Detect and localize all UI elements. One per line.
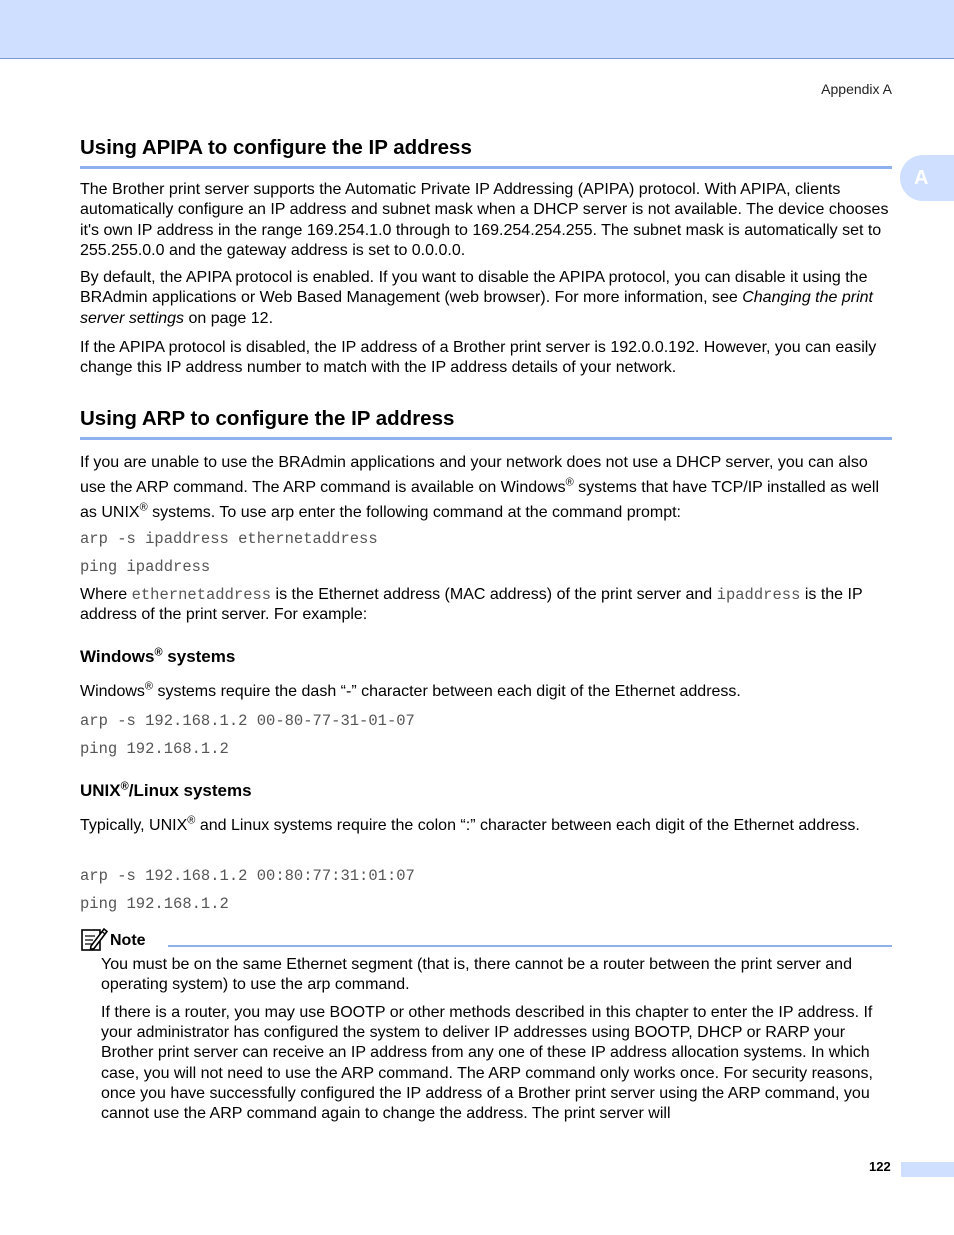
code-arp-windows: arp -s 192.168.1.2 00-80-77-31-01-07 <box>80 712 415 730</box>
subheading-windows <box>80 647 235 667</box>
windows-text-b: systems require the dash “-” character between each digit of the Ethernet address. <box>153 683 741 700</box>
apipa-paragraph-3: If the APIPA protocol is disabled, the IP address of a Brother print server is 192.0.0.192. However, you can easily change this IP address number to match with the IP address details of your network. <box>80 339 877 377</box>
code-ping-unix: ping 192.168.1.2 <box>80 895 229 913</box>
footer-accent-bar <box>901 1162 954 1177</box>
code-ping-windows: ping 192.168.1.2 <box>80 740 229 758</box>
cross-reference-link[interactable]: Changing the print server settings <box>80 289 873 327</box>
where-part-a: Where <box>80 586 132 603</box>
code-arp-unix: arp -s 192.168.1.2 00:80:77:31:01:07 <box>80 867 415 885</box>
apipa-paragraph-2-end: on page 12. <box>184 309 274 327</box>
windows-text-a: Windows <box>80 683 145 700</box>
appendix-side-tab <box>900 155 954 201</box>
note-divider <box>168 945 892 947</box>
windows-title-a: Windows <box>80 647 155 666</box>
section-title-arp: Using ARP to configure the IP address <box>80 407 892 440</box>
apipa-paragraph-2 <box>80 268 892 329</box>
subheading-unix <box>80 781 252 801</box>
arp-p1-part-a: If you are unable to use the BRAdmin applications and your network does not use a DHCP server, you can also use the ARP command. The ARP command is available on Windows <box>80 454 868 496</box>
where-part-b: is the Ethernet address (MAC address) of the print server and <box>271 586 717 603</box>
registered-mark: ® <box>144 680 154 693</box>
note-paragraph-2: If there is a router, you may use BOOTP or other methods described in this chapter to enter the IP address. If your administrator has configured the system to deliver IP addresses using BOOTP, DHCP or RARP your Brother print server can receive an IP address from any one of these IP address allocation systems. In which case, you will not need to use the ARP command. The ARP command only works once. For security reasons, once you have successfully configured the IP address of a Brother print server using the ARP command, you cannot use the ARP command again to change the address. The print server will <box>101 1004 873 1123</box>
windows-title-b: systems <box>162 647 236 666</box>
page-number: 122 <box>869 1159 891 1174</box>
header-band <box>0 0 954 59</box>
arp-paragraph-1 <box>80 451 892 525</box>
unix-title-a: UNIX <box>80 781 121 800</box>
code-ethernetaddress: ethernetaddress <box>131 586 272 604</box>
unix-text-a: Typically, UNIX <box>80 817 188 834</box>
note-paragraph-1: You must be on the same Ethernet segment (that is, there cannot be a router between the print server and operating system) to use the arp command. <box>101 956 852 994</box>
registered-mark: ® <box>139 501 148 514</box>
unix-text-b: and Linux systems require the colon “:” character between each digit of the Ethernet address. <box>195 817 860 834</box>
code-ipaddress: ipaddress <box>716 586 801 604</box>
note-header <box>80 926 892 952</box>
arp-p1-part-c: systems. To use arp enter the following command at the command prompt: <box>147 503 681 521</box>
registered-mark: ® <box>154 646 163 659</box>
registered-mark: ® <box>187 814 196 827</box>
apipa-paragraph-2-text: By default, the APIPA protocol is enabled. If you want to disable the APIPA protocol, you can disable it using the BRAdmin applications or Web Based Management (web browser). For more information, see <box>80 269 868 307</box>
unix-paragraph <box>80 816 892 836</box>
unix-title-b: /Linux systems <box>128 781 252 800</box>
note-label: Note <box>110 932 146 949</box>
section-title-apipa: Using APIPA to configure the IP address <box>80 136 892 169</box>
code-ping-generic: ping ipaddress <box>80 558 211 576</box>
note-pencil-icon <box>80 926 108 957</box>
apipa-paragraph-1: The Brother print server supports the Automatic Private IP Addressing (APIPA) protocol. With APIPA, clients automatically configure an IP address and subnet mask when a DHCP server is not available. The device chooses it's own IP address in the range 169.254.1.0 through to 169.254.254.255. The subnet mask is automatically set to 255.255.0.0 and the gateway address is set to 0.0.0.0. <box>80 181 889 260</box>
registered-mark: ® <box>565 476 574 489</box>
windows-paragraph <box>80 682 892 702</box>
arp-p1-part-b: systems that have TCP/IP installed as well as UNIX <box>80 478 880 521</box>
where-paragraph <box>80 585 892 626</box>
code-arp-generic: arp -s ipaddress ethernetaddress <box>80 530 378 548</box>
appendix-label: Appendix A <box>821 81 892 97</box>
where-part-c: is the IP address of the print server. For example: <box>80 586 863 624</box>
side-tab-letter: A <box>914 166 929 189</box>
registered-mark: ® <box>120 780 129 793</box>
